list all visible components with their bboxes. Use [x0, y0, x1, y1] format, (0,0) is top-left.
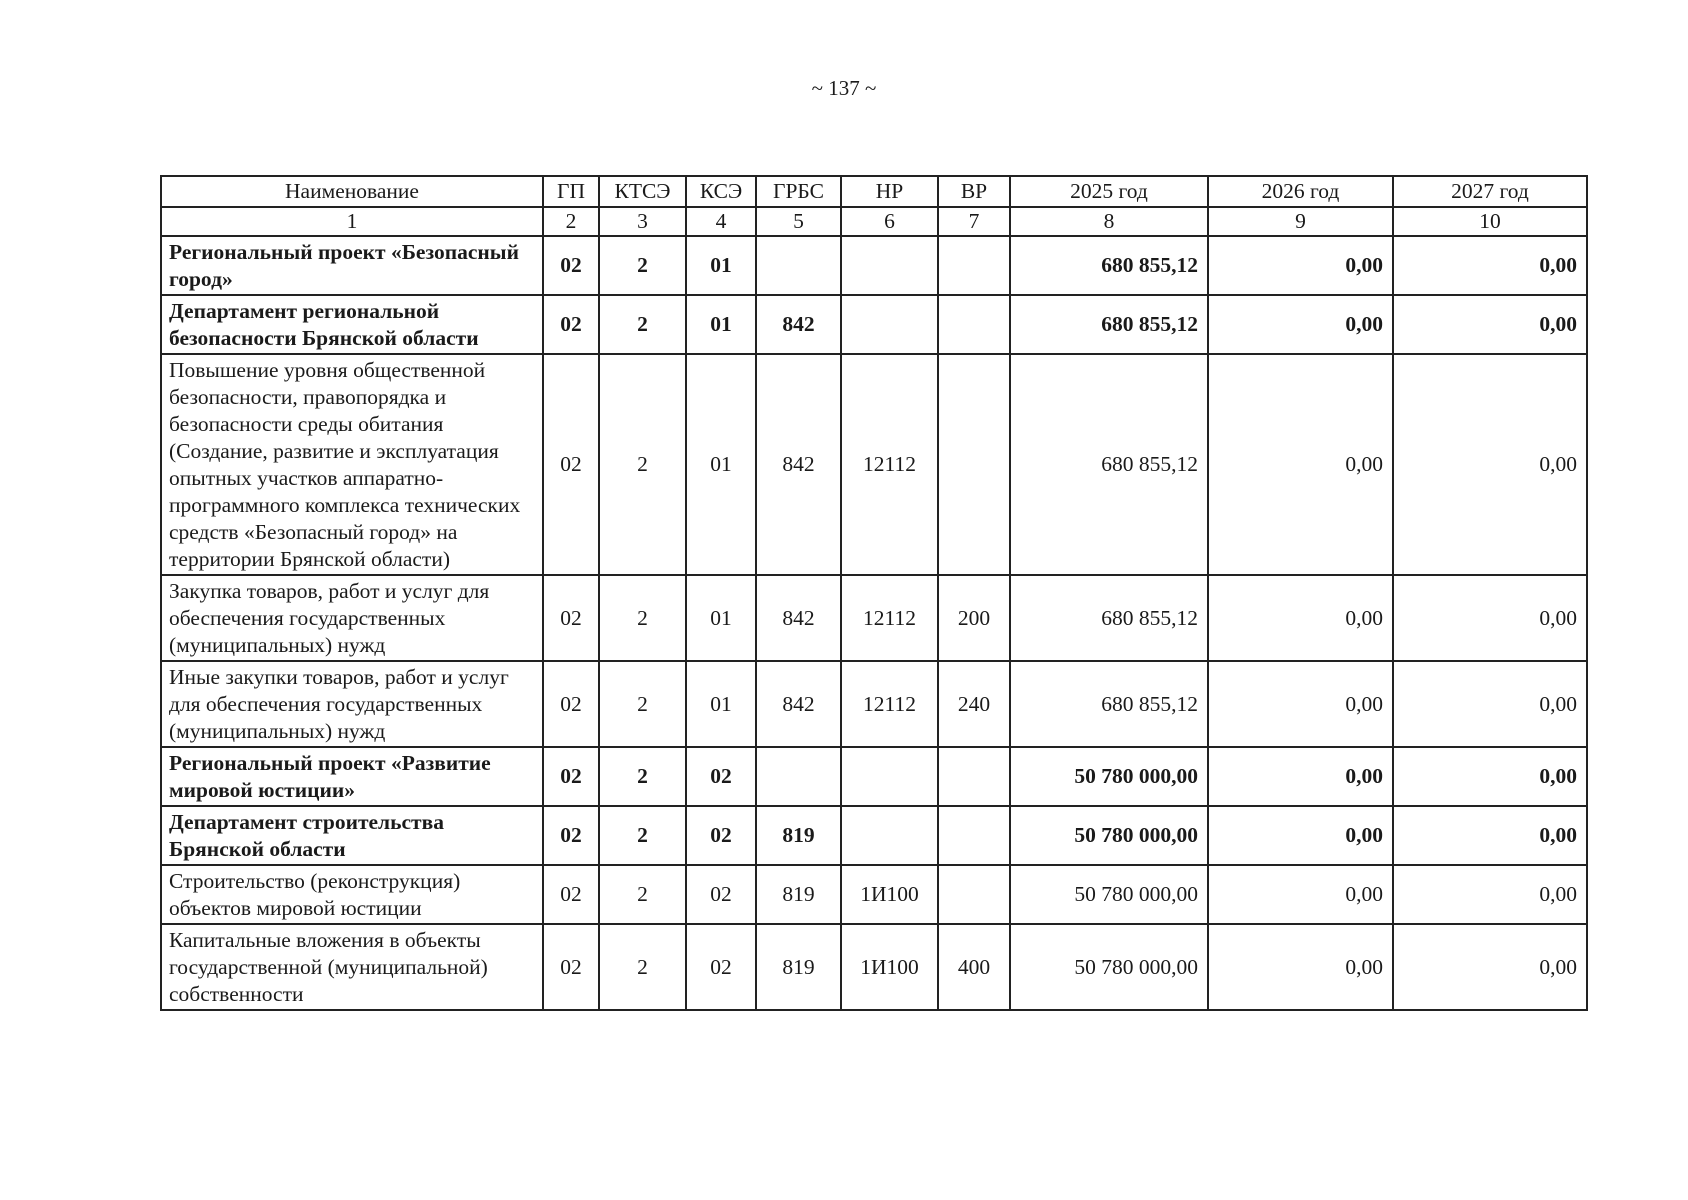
cell-2027: 0,00 — [1393, 354, 1587, 575]
table-row — [161, 865, 1587, 924]
header-row — [161, 176, 1587, 207]
cell-grbs — [756, 747, 841, 806]
column-number: 3 — [599, 207, 686, 236]
row-name: Закупка товаров, работ и услуг для обеспечения государственных (муниципальных) нужд — [161, 575, 543, 661]
cell-kse: 02 — [686, 865, 756, 924]
cell-nr — [841, 806, 938, 865]
table-row — [161, 354, 1587, 575]
header-grbs: ГРБС — [756, 176, 841, 207]
column-number: 5 — [756, 207, 841, 236]
column-number: 6 — [841, 207, 938, 236]
cell-ktse: 2 — [599, 924, 686, 1010]
cell-grbs: 842 — [756, 295, 841, 354]
table-row — [161, 806, 1587, 865]
header-kse: КСЭ — [686, 176, 756, 207]
cell-2025: 50 780 000,00 — [1010, 747, 1208, 806]
cell-2026: 0,00 — [1208, 295, 1393, 354]
cell-grbs — [756, 236, 841, 295]
row-name: Региональный проект «Безопасный город» — [161, 236, 543, 295]
cell-kse: 01 — [686, 236, 756, 295]
cell-grbs: 842 — [756, 354, 841, 575]
cell-2026: 0,00 — [1208, 747, 1393, 806]
cell-2026: 0,00 — [1208, 806, 1393, 865]
header-2025: 2025 год — [1010, 176, 1208, 207]
column-numbers-row — [161, 207, 1587, 236]
cell-2025: 680 855,12 — [1010, 236, 1208, 295]
cell-vr — [938, 295, 1010, 354]
header-nr: НР — [841, 176, 938, 207]
cell-grbs: 842 — [756, 661, 841, 747]
cell-vr: 400 — [938, 924, 1010, 1010]
cell-grbs: 819 — [756, 924, 841, 1010]
column-number: 2 — [543, 207, 599, 236]
row-name: Департамент строительства Брянской области — [161, 806, 543, 865]
header-vr: ВР — [938, 176, 1010, 207]
cell-vr — [938, 865, 1010, 924]
cell-gp: 02 — [543, 806, 599, 865]
cell-vr — [938, 806, 1010, 865]
cell-2026: 0,00 — [1208, 865, 1393, 924]
header-2027: 2027 год — [1393, 176, 1587, 207]
table-row — [161, 747, 1587, 806]
row-name: Департамент региональной безопасности Брянской области — [161, 295, 543, 354]
column-number: 4 — [686, 207, 756, 236]
header-gp: ГП — [543, 176, 599, 207]
cell-nr: 12112 — [841, 661, 938, 747]
cell-2025: 50 780 000,00 — [1010, 865, 1208, 924]
cell-gp: 02 — [543, 747, 599, 806]
cell-2025: 680 855,12 — [1010, 661, 1208, 747]
table-row — [161, 236, 1587, 295]
cell-nr — [841, 295, 938, 354]
column-number: 8 — [1010, 207, 1208, 236]
row-name: Региональный проект «Развитие мировой юстиции» — [161, 747, 543, 806]
cell-2026: 0,00 — [1208, 661, 1393, 747]
cell-2027: 0,00 — [1393, 924, 1587, 1010]
cell-vr — [938, 236, 1010, 295]
cell-vr: 200 — [938, 575, 1010, 661]
cell-2027: 0,00 — [1393, 747, 1587, 806]
column-number: 10 — [1393, 207, 1587, 236]
row-name: Капитальные вложения в объекты государственной (муниципальной) собственности — [161, 924, 543, 1010]
cell-ktse: 2 — [599, 354, 686, 575]
cell-gp: 02 — [543, 236, 599, 295]
cell-gp: 02 — [543, 865, 599, 924]
cell-kse: 01 — [686, 295, 756, 354]
cell-nr: 1И100 — [841, 924, 938, 1010]
cell-2025: 680 855,12 — [1010, 575, 1208, 661]
row-name: Строительство (реконструкция) объектов мировой юстиции — [161, 865, 543, 924]
cell-2027: 0,00 — [1393, 865, 1587, 924]
cell-gp: 02 — [543, 354, 599, 575]
cell-2027: 0,00 — [1393, 575, 1587, 661]
cell-gp: 02 — [543, 295, 599, 354]
cell-grbs: 819 — [756, 865, 841, 924]
cell-ktse: 2 — [599, 295, 686, 354]
cell-nr — [841, 747, 938, 806]
cell-kse: 01 — [686, 575, 756, 661]
cell-2025: 50 780 000,00 — [1010, 924, 1208, 1010]
column-number: 1 — [161, 207, 543, 236]
cell-gp: 02 — [543, 661, 599, 747]
cell-nr: 12112 — [841, 354, 938, 575]
cell-ktse: 2 — [599, 661, 686, 747]
cell-grbs: 842 — [756, 575, 841, 661]
header-name: Наименование — [161, 176, 543, 207]
cell-2026: 0,00 — [1208, 924, 1393, 1010]
cell-2025: 680 855,12 — [1010, 354, 1208, 575]
column-number: 9 — [1208, 207, 1393, 236]
header-2026: 2026 год — [1208, 176, 1393, 207]
row-name: Повышение уровня общественной безопасности, правопорядка и безопасности среды обитания (Создание, развитие и эксплуатация опытных участков аппаратно-программного комплекса технических средств «Безопасный город» на территории Брянской области) — [161, 354, 543, 575]
cell-nr — [841, 236, 938, 295]
cell-2025: 680 855,12 — [1010, 295, 1208, 354]
cell-vr — [938, 747, 1010, 806]
cell-kse: 01 — [686, 661, 756, 747]
cell-2027: 0,00 — [1393, 295, 1587, 354]
cell-ktse: 2 — [599, 747, 686, 806]
cell-2025: 50 780 000,00 — [1010, 806, 1208, 865]
cell-2027: 0,00 — [1393, 236, 1587, 295]
page-number: ~ 137 ~ — [811, 76, 877, 100]
cell-vr — [938, 354, 1010, 575]
cell-vr: 240 — [938, 661, 1010, 747]
budget-table — [160, 175, 1588, 1011]
table-row — [161, 575, 1587, 661]
table-row — [161, 295, 1587, 354]
cell-2026: 0,00 — [1208, 236, 1393, 295]
cell-ktse: 2 — [599, 865, 686, 924]
table-row — [161, 661, 1587, 747]
cell-gp: 02 — [543, 924, 599, 1010]
cell-kse: 01 — [686, 354, 756, 575]
cell-nr: 12112 — [841, 575, 938, 661]
cell-nr: 1И100 — [841, 865, 938, 924]
header-ktse: КТСЭ — [599, 176, 686, 207]
cell-kse: 02 — [686, 806, 756, 865]
cell-kse: 02 — [686, 924, 756, 1010]
column-number: 7 — [938, 207, 1010, 236]
table-row — [161, 924, 1587, 1010]
cell-kse: 02 — [686, 747, 756, 806]
cell-grbs: 819 — [756, 806, 841, 865]
cell-ktse: 2 — [599, 575, 686, 661]
cell-2027: 0,00 — [1393, 661, 1587, 747]
cell-ktse: 2 — [599, 236, 686, 295]
row-name: Иные закупки товаров, работ и услуг для обеспечения государственных (муниципальных) нужд — [161, 661, 543, 747]
cell-ktse: 2 — [599, 806, 686, 865]
cell-2027: 0,00 — [1393, 806, 1587, 865]
cell-2026: 0,00 — [1208, 354, 1393, 575]
cell-gp: 02 — [543, 575, 599, 661]
cell-2026: 0,00 — [1208, 575, 1393, 661]
